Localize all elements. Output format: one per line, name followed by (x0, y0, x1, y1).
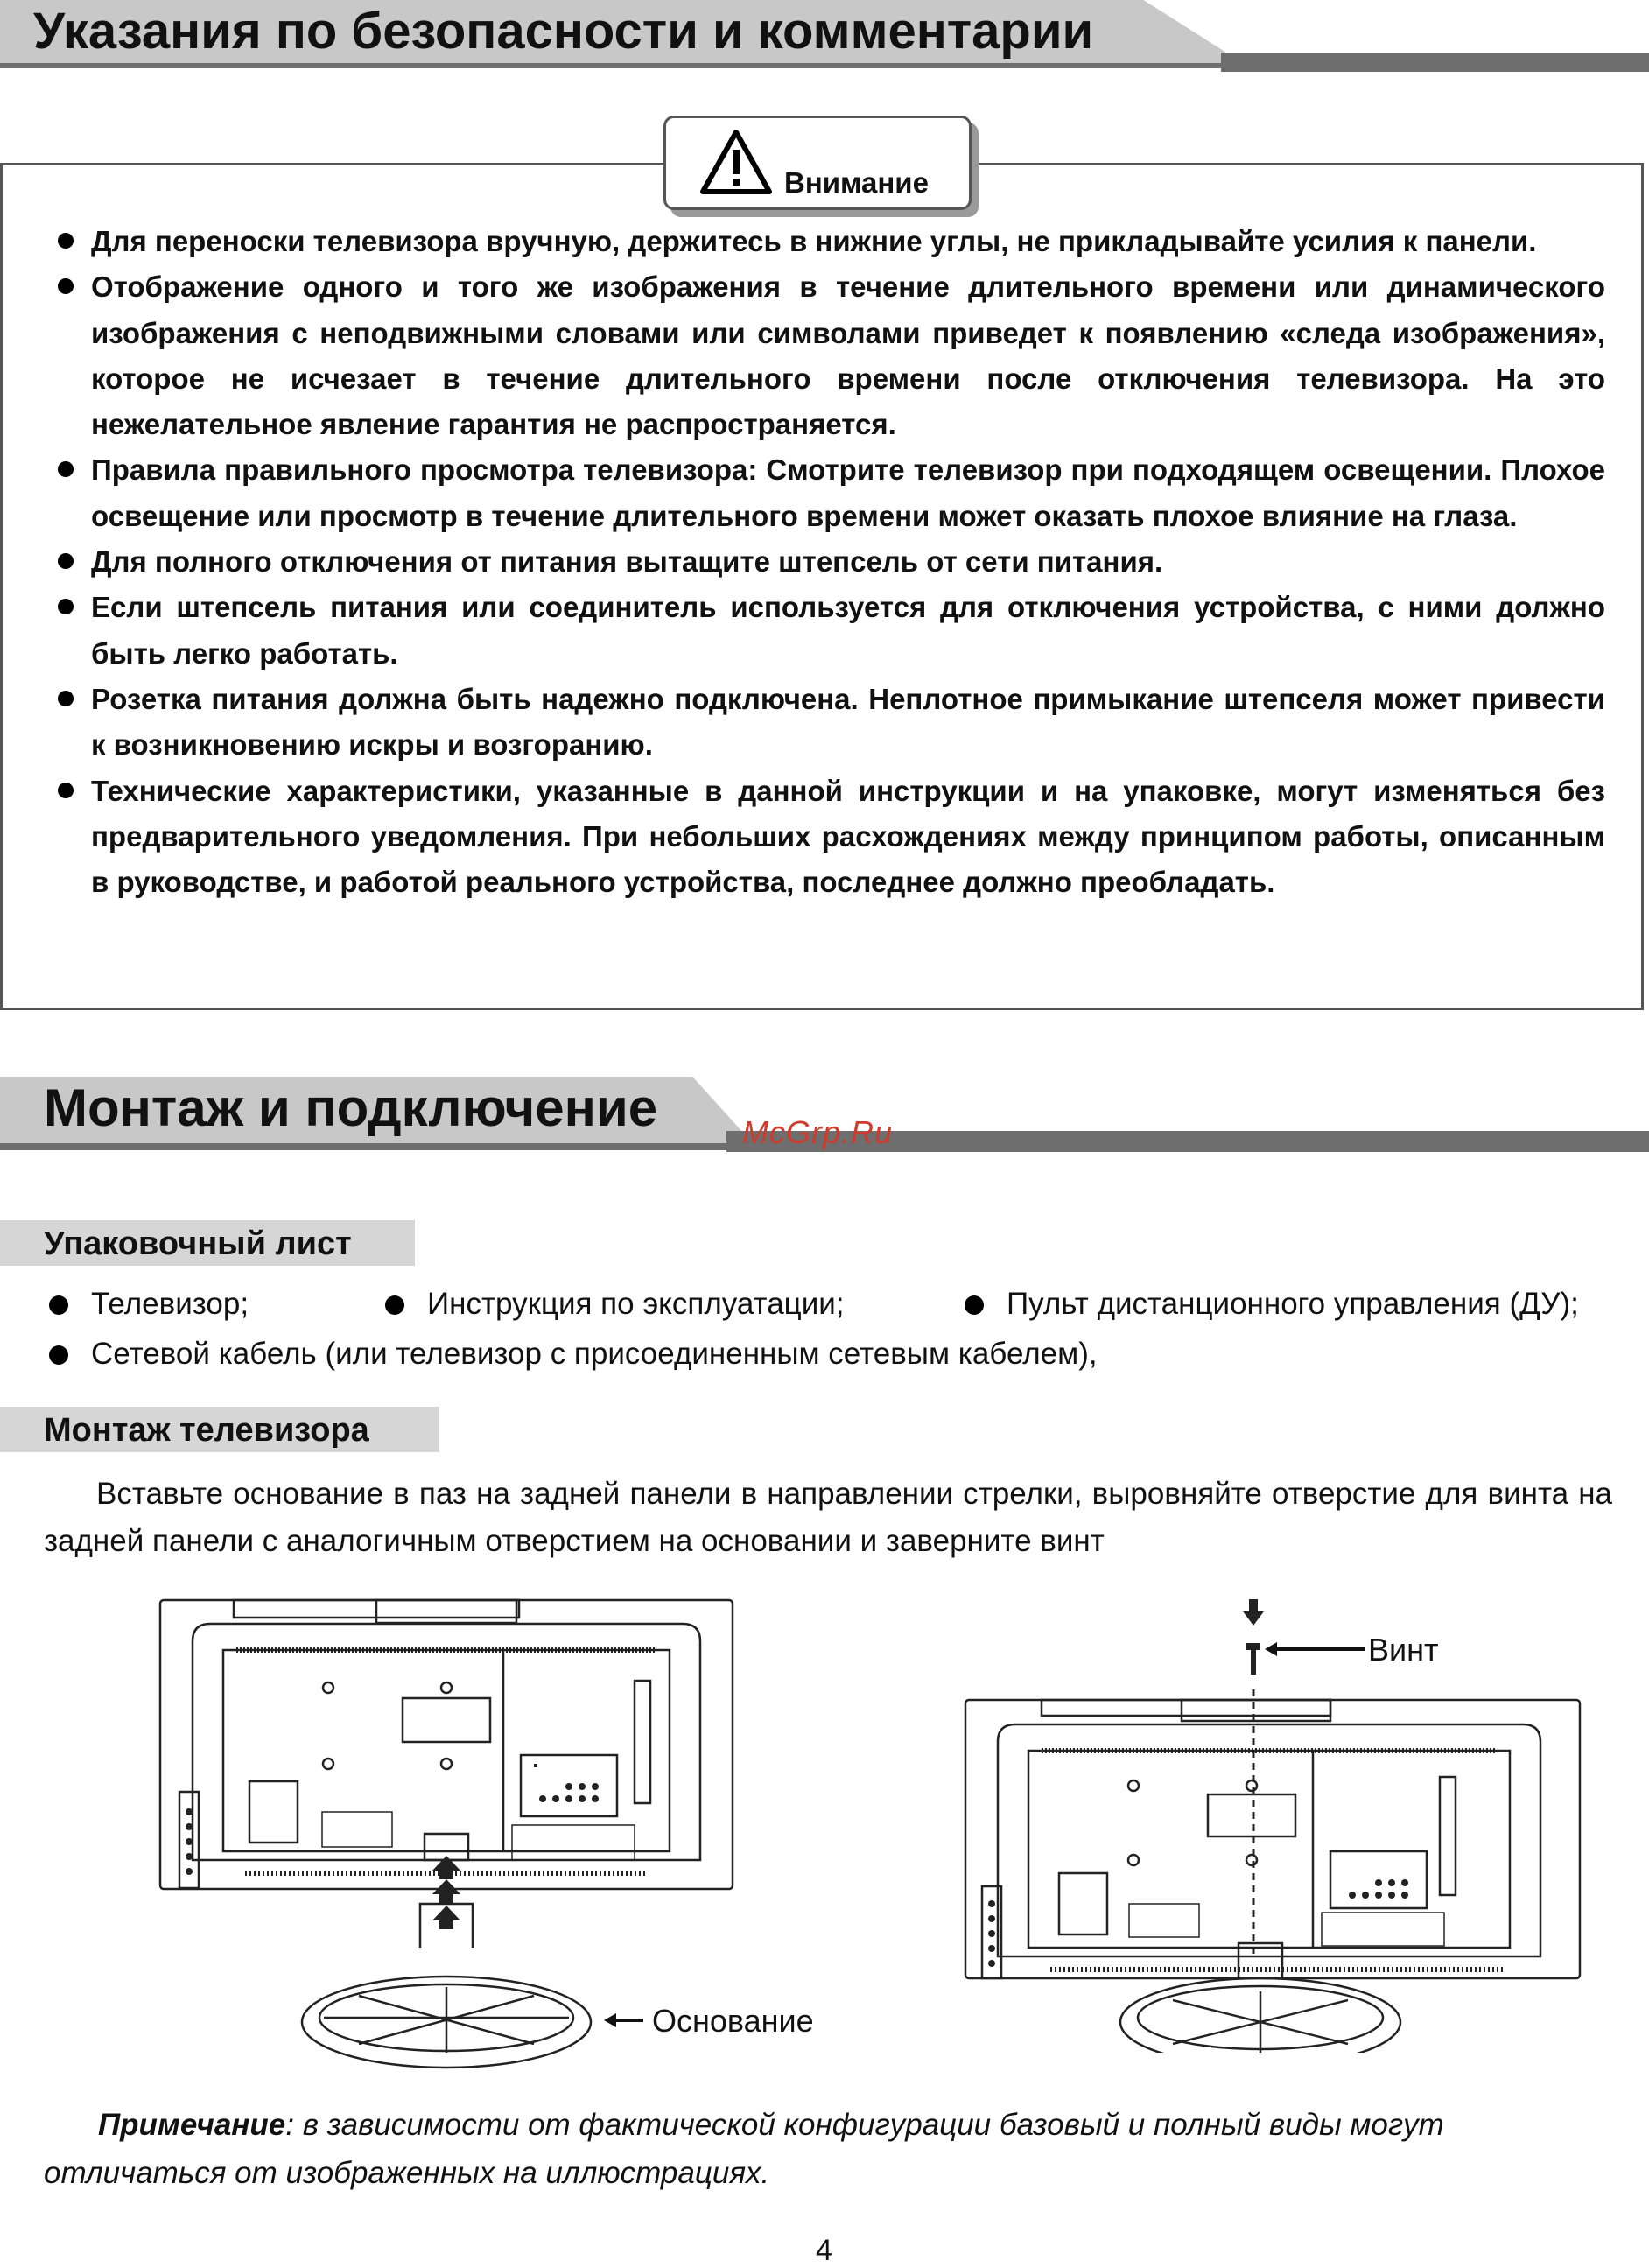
caution-label: Внимание (784, 166, 929, 199)
bullet-icon (58, 461, 74, 477)
section-title-mounting: Монтаж и подключение (44, 1078, 658, 1137)
bullet-icon (58, 233, 74, 249)
bullet-icon (58, 599, 74, 614)
arrow-left-icon (1265, 1640, 1365, 1658)
arrow-left-icon (604, 2012, 643, 2029)
watermark: McGrp.Ru (742, 1114, 894, 1150)
note-text: : в зависимости от фактической конфигурации базовый и полный виды могут отличаться от изображенных на иллюстрациях. (44, 2108, 1444, 2190)
note-label: Примечание (98, 2108, 286, 2142)
note (44, 2101, 1612, 2197)
packing-item: Инструкция по эксплуатации; (427, 1287, 845, 1322)
list-item: Для переноски телевизора вручную, держитесь в нижние углы, не прикладывайте усилия к панели. (54, 219, 1605, 264)
section-header-safety (0, 0, 1649, 70)
safety-bullet-list (54, 219, 1605, 905)
bullet-icon (49, 1295, 68, 1315)
list-item: Технические характеристики, указанные в данной инструкции и на упаковке, могут изменяться без предварительного уведомления. При небольших расхождениях между принципом работы, описанным в руководстве, и работой реального устройства, последнее должно преобладать. (54, 769, 1605, 906)
packing-item: Пульт дистанционного управления (ДУ); (1007, 1287, 1579, 1322)
tv-back-illustration-1 (158, 1597, 735, 2070)
packing-item: Сетевой кабель (или телевизор с присоединенным сетевым кабелем), (91, 1337, 1098, 1372)
bullet-icon (58, 783, 74, 798)
section-title-safety: Указания по безопасности и комментарии (33, 3, 1094, 60)
list-item: Отображение одного и того же изображения в течение длительного времени или динамического изображения с неподвижными словами или символами приведет к появлению «следа изображения», которое не исчезает в течение длительного времени после отключения телевизора. На это нежелательное явление гарантия не распространяется. (54, 264, 1605, 447)
label-screw: Винт (1368, 1632, 1439, 1668)
packing-list-title: Упаковочный лист (44, 1225, 352, 1262)
list-item: Розетка питания должна быть надежно подключена. Неплотное примыкание штепселя может привести к возникновению искры и возгоранию. (54, 677, 1605, 769)
mounting-header (0, 1407, 439, 1452)
page-number: 4 (816, 2234, 832, 2267)
caution-tag (663, 116, 972, 210)
list-item: Правила правильного просмотра телевизора: Смотрите телевизор при подходящем освещении. Плохое освещение или просмотр в течение длительного времени может оказать плохое влияние на глаза. (54, 447, 1605, 539)
bullet-icon (49, 1345, 68, 1365)
bullet-icon (385, 1295, 404, 1315)
packing-item: Телевизор; (91, 1287, 249, 1322)
label-base: Основание (652, 2003, 814, 2039)
mounting-title: Монтаж телевизора (44, 1412, 369, 1449)
tv-back-illustration-2 (963, 1597, 1584, 2053)
bullet-icon (58, 278, 74, 294)
bullet-icon (58, 553, 74, 569)
packing-list-header (0, 1220, 415, 1266)
mounting-instructions: Вставьте основание в паз на задней панели в направлении стрелки, выровняйте отверстие для винта на задней панели с аналогичным отверстием на основании и заверните винт (44, 1477, 1612, 1558)
list-item: Для полного отключения от питания вытащите штепсель от сети питания. (54, 539, 1605, 585)
bullet-icon (58, 691, 74, 706)
bullet-icon (965, 1295, 984, 1315)
warning-icon (699, 129, 773, 195)
list-item: Если штепсель питания или соединитель используется для отключения устройства, с ними должно быть легко работать. (54, 585, 1605, 677)
